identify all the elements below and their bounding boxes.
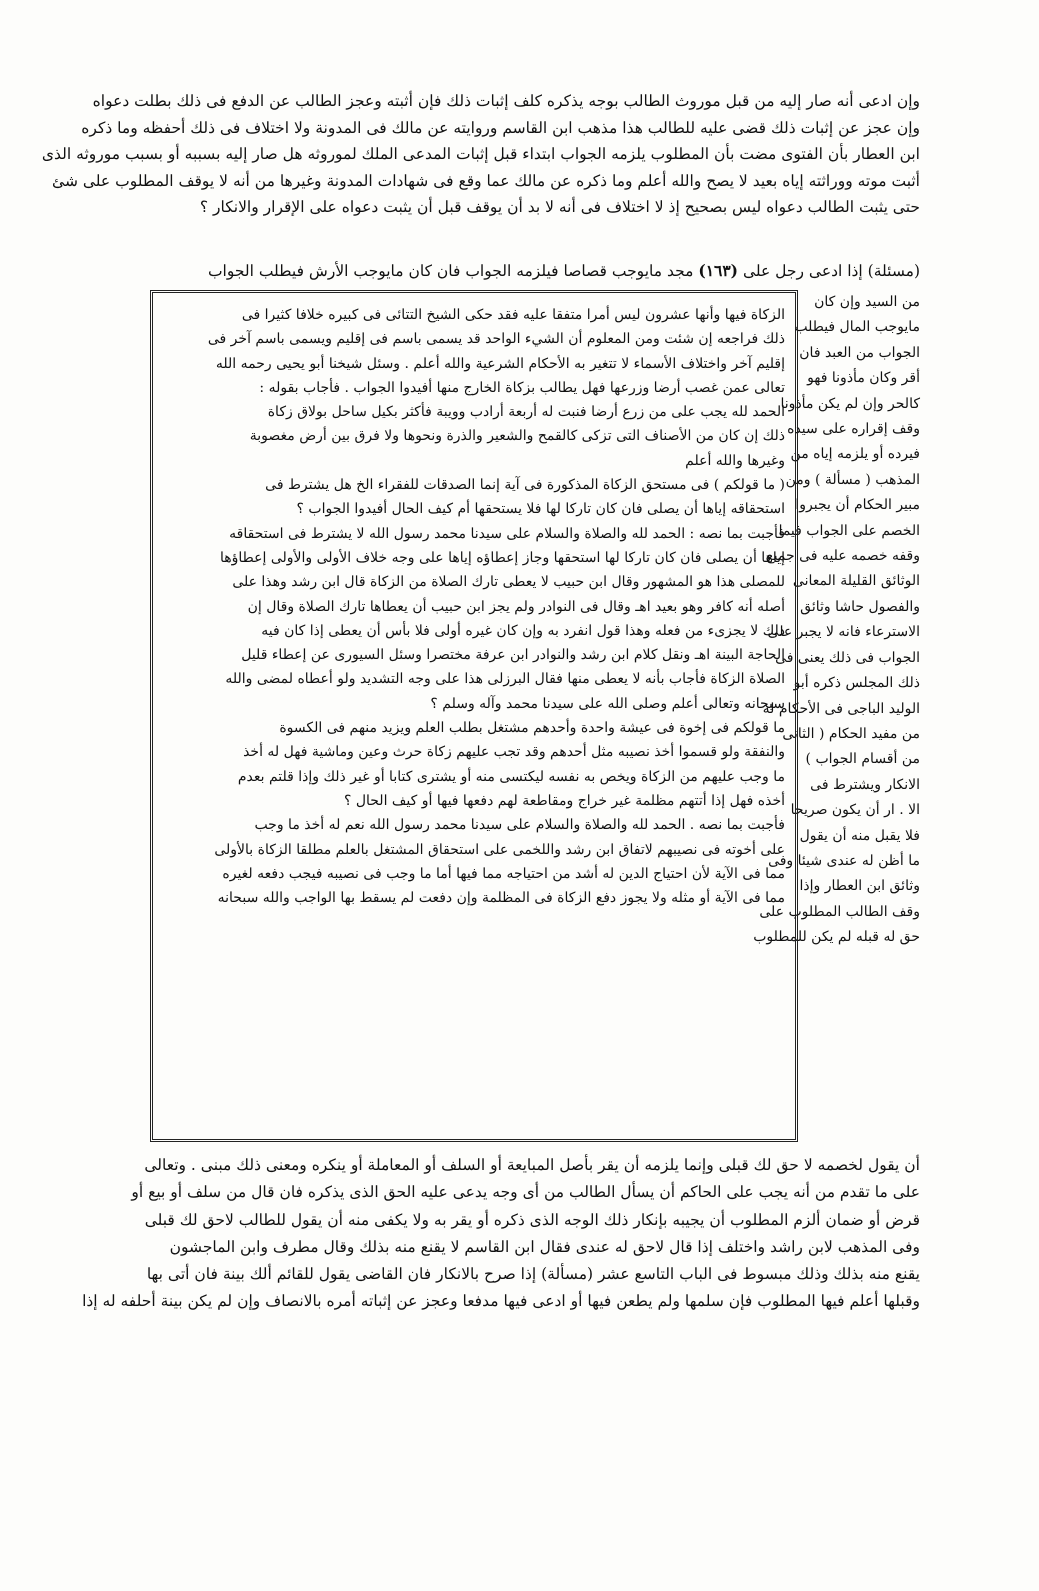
box-line: ذلك فراجعه إن شئت ومن المعلوم أن الشيء الواحد قد يسمى باسم فى إقليم ويسمى باسم آخر فى bbox=[207, 331, 785, 348]
text-line: قرض أو ضمان ألزم المطلوب أن يجيبه بإنكار ذلك الوجه الذى ذكره أو يقر به ولا يكفى منه أن يقول للطالب لاحق لك قبلى bbox=[144, 1210, 920, 1229]
text-line: وفى المذهب لابن راشد واختلف إذا قال لاحق له عندى فقال ابن القاسم لا يقنع منه بذلك وقال مطرف وابن الماجشون bbox=[169, 1237, 920, 1256]
box-line: تعالى عمن غصب أرضا وزرعها فهل يطالب بزكاة الخارج منها أفيدوا الجواب . فأجاب بقوله : bbox=[259, 379, 785, 396]
margin-line: الوليد الباجى فى الأحكام له bbox=[762, 700, 920, 717]
margin-line: حق له قبله لم يكن للمطلوب bbox=[753, 929, 920, 946]
box-line: أصله أنه كافر وهو بعيد اهـ وقال فى النوادر ولم يجز ابن حبيب أن يعطاها تارك الصلاة وقال إن bbox=[247, 598, 785, 615]
margin-line: وقفه خصمه عليه فى جميع bbox=[766, 548, 920, 565]
box-line: على أخوته فى نصيبهم لاتفاق ابن رشد واللخمى على استحقاق المشتغل بالعلم مطلقا الزكاة بالأولى bbox=[214, 841, 785, 858]
margin-line: الانكار ويشترط فى bbox=[810, 776, 920, 793]
box-line: الحمد لله يجب على من زرع أرضا فنبت له أربعة أرادب وويبة فأكثر بكيل ساحل بولاق زكاة bbox=[267, 404, 785, 421]
margin-line: الا . ار أن يكون صريحا bbox=[790, 802, 920, 819]
box-line: فأجبت بما نصه . الحمد لله والصلاة والسلام على سيدنا محمد رسول الله نعم له أخذ ما وجب bbox=[254, 817, 785, 834]
margin-line: فلا يقبل منه أن يقول bbox=[799, 827, 920, 844]
text-line: يقنع منه بذلك وذلك مبسوط فى الباب التاسع عشر (مسألة) إذا صرح بالانكار فان القاضى يقول للقائم ألك بينة فان أتى بها bbox=[146, 1265, 920, 1284]
margin-line: وقف الطالب المطلوب على bbox=[759, 903, 920, 920]
margin-line: مايوجب المال فيطلب bbox=[794, 319, 920, 336]
box-line: فأجبت بما نصه : الحمد لله والصلاة والسلام على سيدنا محمد رسول الله لا يشترط فى استحقاقه bbox=[229, 525, 785, 542]
box-line: للمصلى هذا هو المشهور وقال ابن حبيب لا يعطى تارك الصلاة من الزكاة قال ابن رشد وهذا على bbox=[232, 574, 785, 591]
margin-line: ذلك المجلس ذكره أبو bbox=[793, 675, 920, 692]
page-number: (١٦٣) bbox=[698, 261, 739, 280]
box-line: الحاجة البينة اهـ ونقل كلام ابن رشد والنوادر ابن عرفة مختصرا وسئل السيورى عن إعطاء قليل bbox=[241, 647, 785, 664]
margin-line: المذهب ( مسألة ) ومن bbox=[785, 471, 920, 488]
text-line: على ما تقدم من أنه يجب على الحاكم أن يسأل الطالب من أى وجه يدعى عليه الحق الذى يذكره فان قال من سلف أو بيع أو bbox=[131, 1183, 920, 1202]
margin-line: والفصول حاشا وثائق bbox=[800, 598, 920, 615]
text-line: أثبت موته ووراثته إياه بعيد لا يصح والله أعلم وما ذكره عن مالك عما وقع فى شهادات المدونة وغيرها من أنه لا يوقف المطلوب على شئ bbox=[52, 171, 920, 190]
box-line: مما فى الآية أو مثله ولا يجوز دفع الزكاة فى المظلمة وإن دفعت لم يسقط بها الواجب والله سبحانه bbox=[217, 890, 785, 907]
margin-line: وثائق ابن العطار وإذا bbox=[799, 878, 920, 895]
margin-line: الوثائق القليلة المعانى bbox=[792, 573, 920, 590]
header-text-right: (مسئلة) إذا ادعى رجل على bbox=[742, 262, 920, 280]
top-paragraph bbox=[41, 88, 920, 221]
header-text-left: مجد مايوجب قصاصا فيلزمه الجواب فان كان مايوجب الأرش فيطلب الجواب bbox=[207, 262, 694, 280]
box-line: ذلك إن كان من الأصناف التى تزكى كالقمح والشعير والذرة ونحوها ولا فرق بين أرض مغصوبة bbox=[249, 428, 785, 445]
margin-line: مبير الحكام أن يجبروا bbox=[795, 497, 920, 514]
box-line: إقليم آخر واختلاف الأسماء لا تتغير به الأحكام الشرعية والله أعلم . وسئل شيخنا أبو يحيى رحمه الله bbox=[215, 355, 785, 372]
section-header-line bbox=[150, 258, 920, 284]
text-line: وإن ادعى أنه صار إليه من قبل موروث الطالب بوجه يذكره كلف إثبات ذلك فإن أثبته وعجز الطالب عن الدفع فى ذلك بطلت دعواه bbox=[92, 92, 920, 110]
box-line: استحقاقه إياها أن يصلى فان كان تاركا لها فلا يستحقها أم كيف الحال أفيدوا الجواب ؟ bbox=[296, 501, 785, 518]
box-line: الزكاة فيها وأنها عشرون ليس أمرا متفقا عليه فقد حكى الشيخ التتائى فى كبيره خلافا كثيرا فى bbox=[241, 307, 785, 323]
margin-line: من السيد وإن كان bbox=[814, 294, 920, 310]
margin-line: أقر وكان مأذونا فهو bbox=[807, 370, 920, 387]
margin-line: كالحر وإن لم يكن مأذونا bbox=[780, 395, 920, 412]
box-line: ذلك لا يجزىء من فعله وهذا قول انفرد به وإن كان غيره أولى فلا بأس أن يعطى إذا كان فيه bbox=[261, 622, 785, 639]
margin-line: فيرده أو يلزمه إياه من bbox=[790, 446, 920, 463]
box-line: إياها أن يصلى فان كان تاركا لها استحقها وجاز إعطاؤه إياها على وجه خلاف الأولى والأولى إعطاؤها bbox=[219, 549, 785, 566]
box-line: أخذه فهل إذا أتتهم مظلمة غير خراج ومقاطعة لهم دفعها فيها أو كيف الحال ؟ bbox=[343, 792, 785, 809]
box-line: ما قولكم فى إخوة فى عيشة واحدة وأحدهم مشتغل بطلب العلم ويزيد منهم فى الكسوة bbox=[279, 720, 785, 737]
boxed-commentary-text bbox=[163, 303, 785, 910]
box-line: ( ما قولكم ) فى مستحق الزكاة المذكورة فى آية إنما الصدقات للفقراء الخ هل يشترط فى bbox=[265, 477, 785, 494]
margin-line: الخصم على الجواب فيما bbox=[778, 522, 920, 539]
margin-line: الاسترعاء فانه لا يجبر على bbox=[767, 624, 920, 641]
margin-line: الجواب فى ذلك يعنى فى bbox=[775, 649, 920, 666]
box-line: مما فى الآية لأن احتياج الدين له أشد من احتياجه مما فيها أما ما وجب فى نصيبه فيجب دفعه لغيره bbox=[222, 865, 785, 882]
text-line: أن يقول لخصمه لا حق لك قبلى وإنما يلزمه أن يقر بأصل المبايعة أو السلف أو المعاملة أو ينكره ومعنى ذلك مبنى . وتعالى bbox=[144, 1156, 920, 1174]
boxed-commentary bbox=[150, 290, 798, 1142]
box-line: الصلاة الزكاة فأجاب بأنه لا يعطى منها فقال البرزلى هذا على وجه التشديد ولو أعطاه لمضى والله bbox=[225, 671, 785, 688]
margin-line: وقف إقراره على سيده bbox=[787, 421, 920, 438]
text-line: وإن عجز عن إثبات ذلك قضى عليه للطالب هذا مذهب ابن القاسم وروايته عن مالك فى المدونة ولا اختلاف فى ذلك أحفظه وما ذكره bbox=[81, 118, 920, 137]
box-line: ما وجب عليهم من الزكاة ويخص به نفسه ليكتسى منه أو يشترى كتابا أو غير ذلك وإذا قلتم بعدم bbox=[237, 768, 785, 785]
margin-line: ما أظن له عندى شيئا وفى bbox=[768, 852, 920, 869]
margin-line: الجواب من العبد فان bbox=[799, 344, 920, 361]
text-line: ابن العطار بأن الفتوى مضت بأن المطلوب يلزمه الجواب ابتداء قبل إثبات المدعى الملك لموروثه هل صار إليه بسببه أو بسبب موروثه الذى bbox=[41, 145, 920, 163]
box-line: والنفقة ولو قسموا أخذ نصيبه مثل أحدهم وقد تجب عليهم زكاة حرث وعين وماشية فهل له أخذ bbox=[243, 744, 785, 761]
margin-line: من أقسام الجواب ) bbox=[805, 751, 920, 768]
text-line: وقبلها أعلم فيها المطلوب فإن سلمها ولم يطعن فيها أو ادعى فيها مدفعا وعجز عن إثباته أمره بالانصاف وإن لم يكن بينة أحلفه له إذا bbox=[82, 1292, 920, 1311]
box-line: سبحانه وتعالى أعلم وصلى الله على سيدنا محمد وآله وسلم ؟ bbox=[430, 695, 785, 712]
text-line: حتى يثبت الطالب دعواه ليس بصحيح إذ لا اختلاف فى أنه لا بد أن يوقف قبل أن يثبت دعواه على الإقرار والانكار ؟ bbox=[199, 198, 920, 216]
box-line: وغيرها والله أعلم bbox=[685, 452, 785, 469]
margin-line: من مفيد الحكام ( الثانى bbox=[782, 725, 920, 742]
bottom-paragraph bbox=[82, 1152, 920, 1316]
margin-column bbox=[753, 290, 920, 951]
